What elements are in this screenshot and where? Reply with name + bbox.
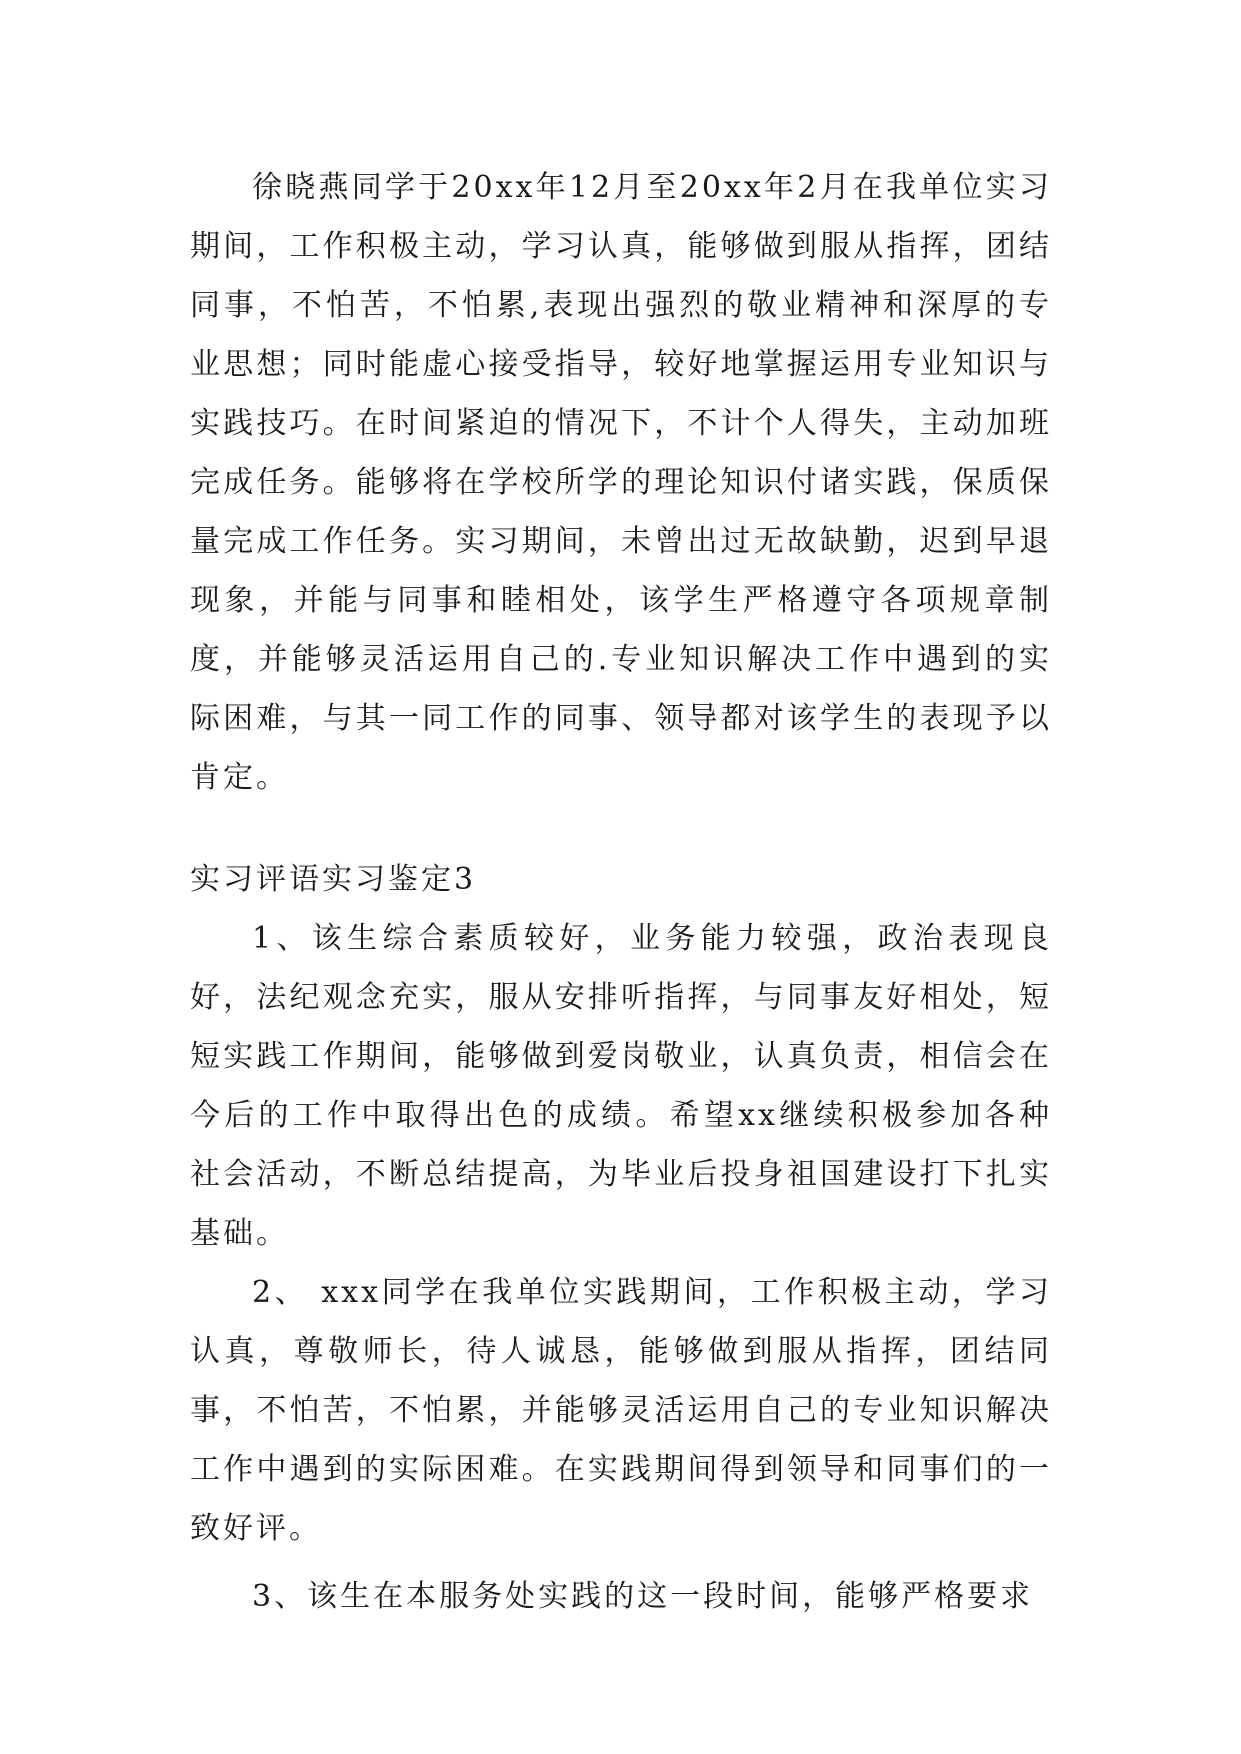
evaluation-item-2: 2、 xxx同学在我单位实践期间，工作积极主动，学习认真，尊敬师长，待人诚恳，能够做到服从指挥，团结同事，不怕苦，不怕累，并能够灵活运用自己的专业知识解决工作中遇到的实际困难。在实践期间得到领导和同事们的一致好评。 — [190, 1275, 1052, 1546]
document-body — [190, 158, 1052, 1626]
intro-paragraph: 徐晓燕同学于20xx年12月至20xx年2月在我单位实习期间，工作积极主动，学习认真，能够做到服从指挥，团结同事，不怕苦，不怕累,表现出强烈的敬业精神和深厚的专业思想；同时能虚心接受指导，较好地掌握运用专业知识与实践技巧。在时间紧迫的情况下，不计个人得失，主动加班完成任务。能够将在学校所学的理论知识付诸实践，保质保量完成工作任务。实习期间，未曾出过无故缺勤，迟到早退现象，并能与同事和睦相处，该学生严格遵守各项规章制度，并能够灵活运用自己的.专业知识解决工作中遇到的实际困难，与其一同工作的同事、领导都对该学生的表现予以肯定。 — [190, 170, 1052, 795]
evaluation-item-3: 3、该生在本服务处实践的这一段时间，能够严格要求 — [252, 1579, 1034, 1614]
section-heading: 实习评语实习鉴定3 — [190, 862, 477, 897]
evaluation-item-1: 1、该生综合素质较好，业务能力较强，政治表现良好，法纪观念充实，服从安排听指挥，与同事友好相处，短短实践工作期间，能够做到爱岗敬业，认真负责，相信会在今后的工作中取得出色的成绩。希望xx继续积极参加各种社会活动，不断总结提高，为毕业后投身祖国建设打下扎实基础。 — [190, 921, 1052, 1251]
